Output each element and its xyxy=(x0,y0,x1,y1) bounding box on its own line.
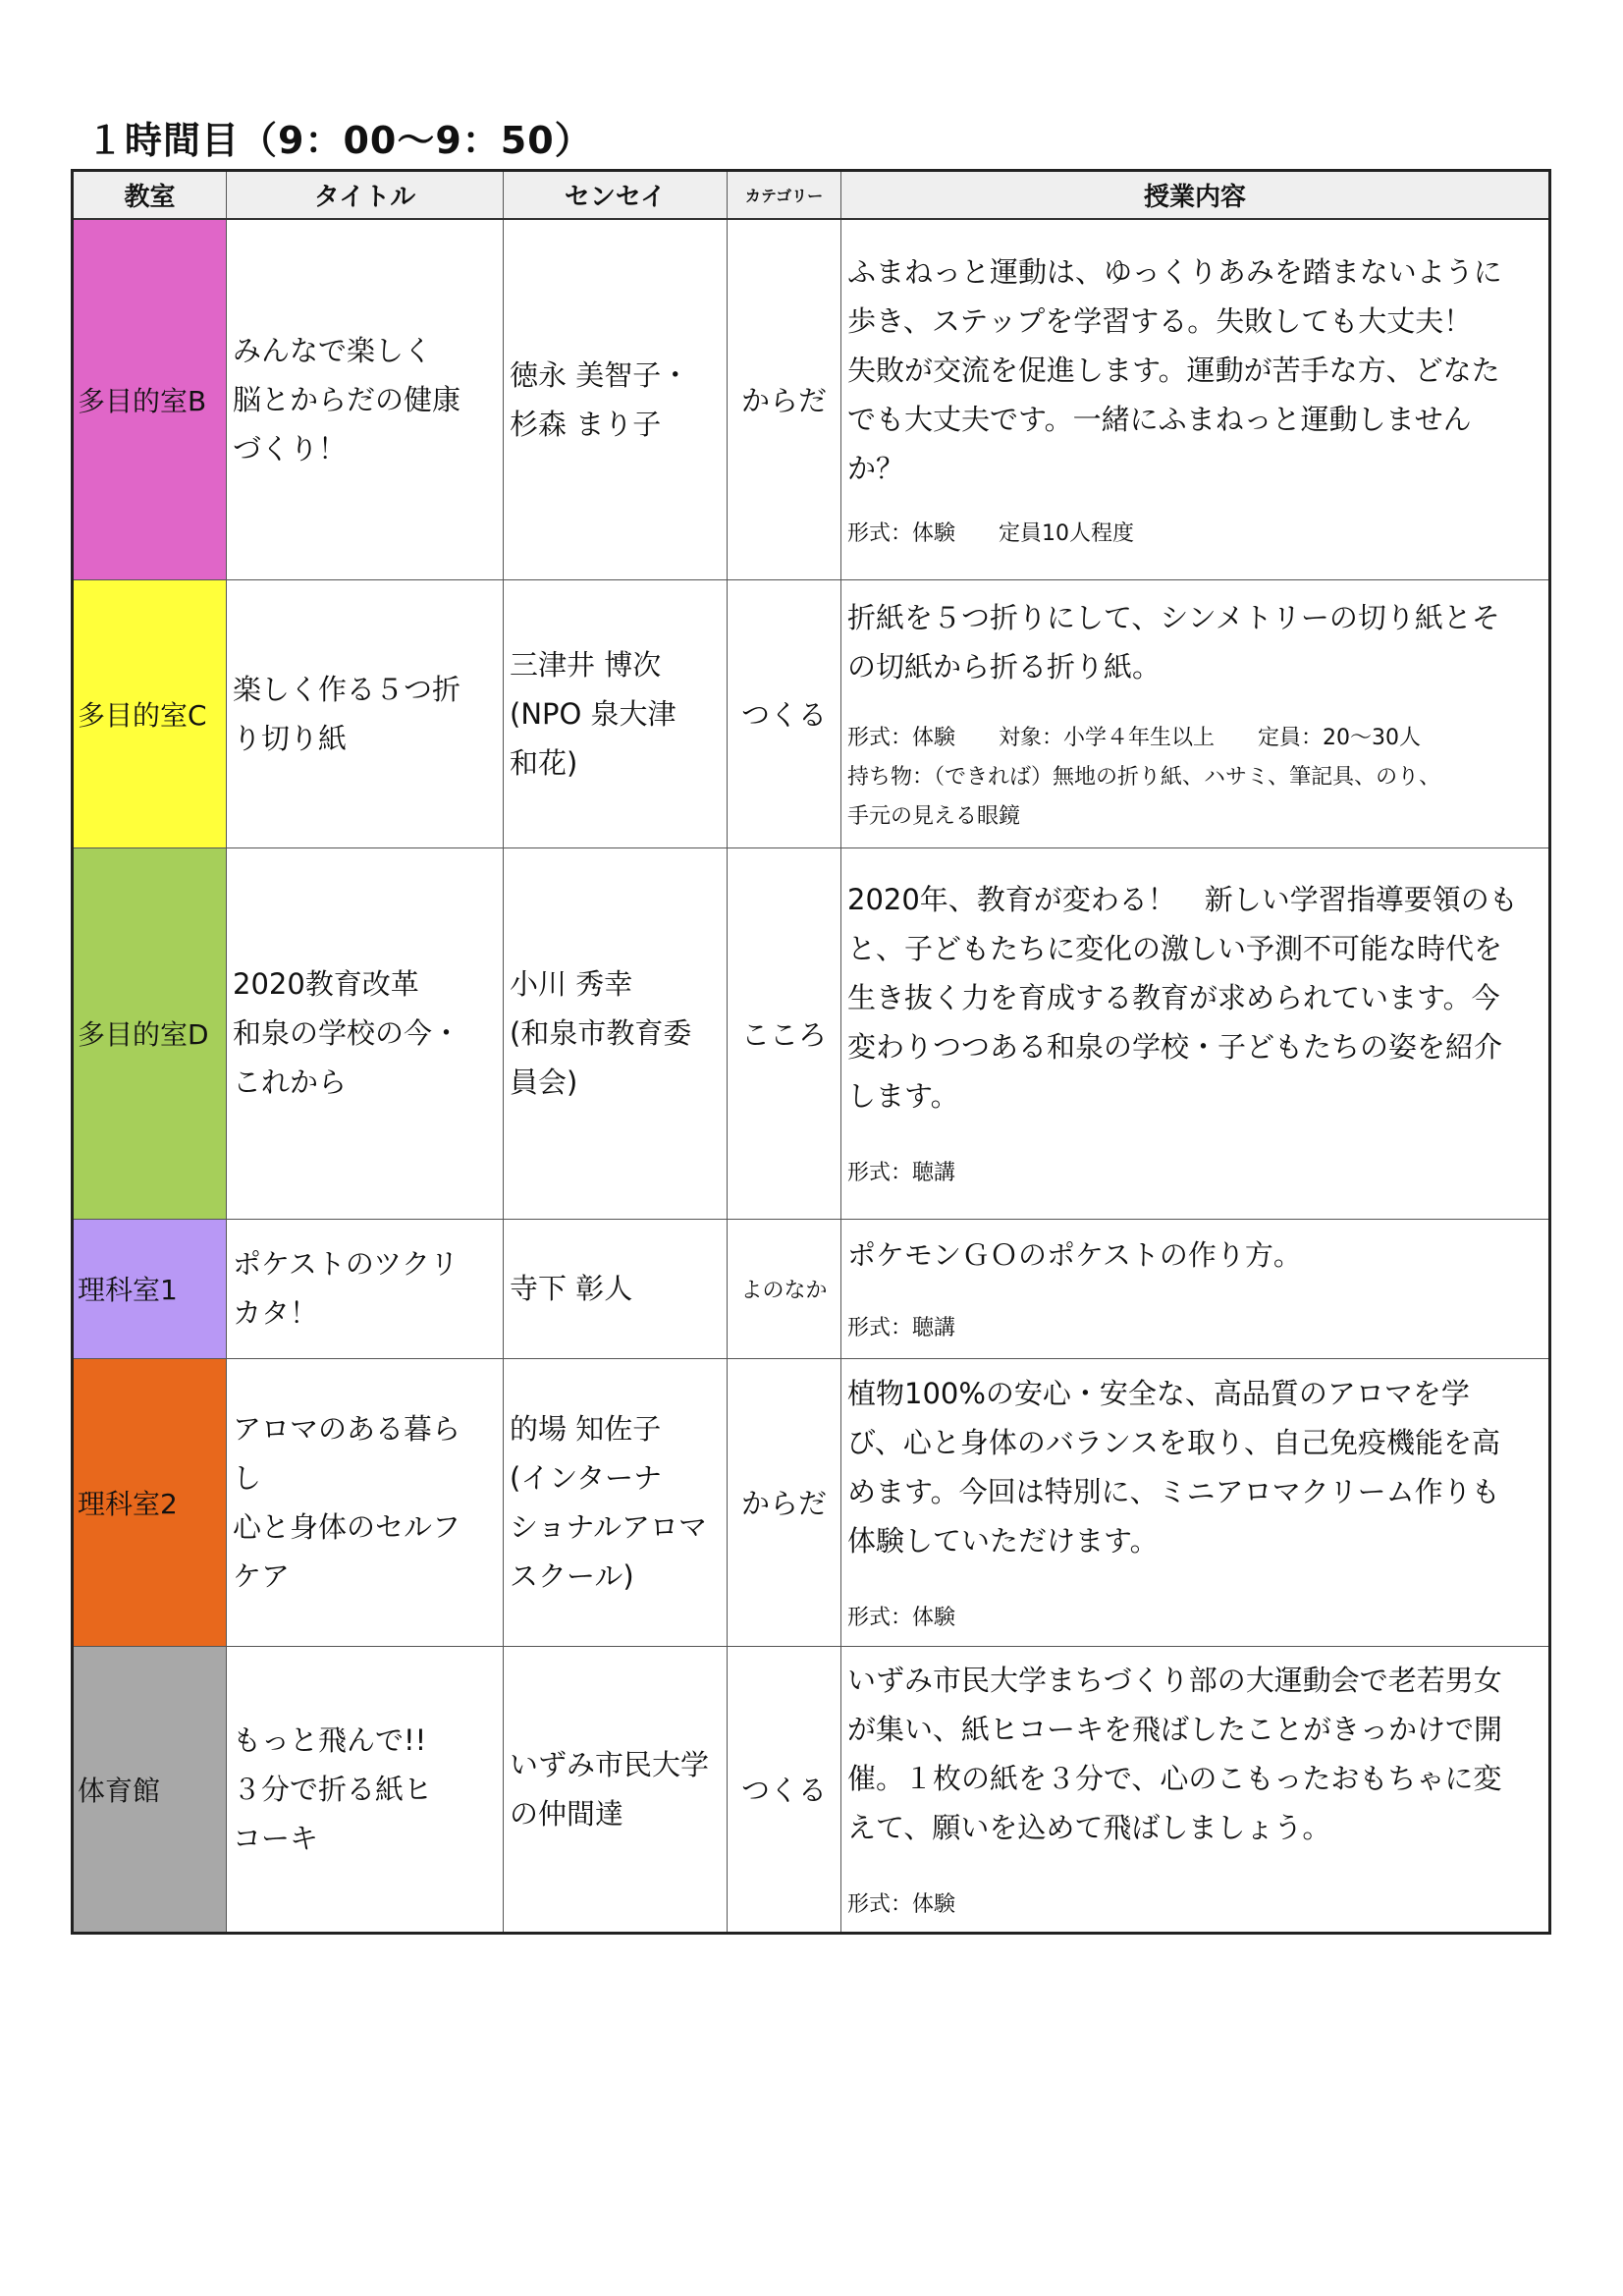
room-name: 多目的室D xyxy=(78,1018,209,1051)
teacher-line: 寺下 彰人 xyxy=(510,1272,633,1305)
header-teacher: センセイ xyxy=(504,171,728,220)
table-row xyxy=(73,1646,1550,1933)
teacher-line: 小川 秀幸 xyxy=(510,967,633,1001)
content-line: か？ xyxy=(847,451,905,485)
content-cell xyxy=(841,1219,1550,1358)
schedule-table xyxy=(71,169,1551,1935)
teacher-cell xyxy=(504,219,728,579)
header-row xyxy=(73,171,1550,220)
content-line: 変わりつつある和泉の学校・子どもたちの姿を紹介 xyxy=(847,1030,1503,1064)
title-line: 2020教育改革 xyxy=(233,967,419,1001)
title-line: ３分で折る紙ヒ xyxy=(233,1772,433,1806)
teacher-line: 和花) xyxy=(510,745,578,780)
teacher-line: の仲間達 xyxy=(510,1796,624,1831)
title-line: り切り紙 xyxy=(233,721,348,755)
room-cell xyxy=(73,1219,227,1358)
content-cell xyxy=(841,219,1550,579)
content-cell xyxy=(841,847,1550,1219)
teacher-line: いずみ市民大学 xyxy=(510,1747,710,1781)
category-cell: こころ xyxy=(728,847,841,1219)
room-name: 多目的室C xyxy=(78,698,207,732)
content-cell xyxy=(841,1646,1550,1933)
content-line: の切紙から折る折り紙。 xyxy=(847,649,1162,683)
title-line: コーキ xyxy=(233,1821,319,1855)
format-note: 持ち物：（できれば）無地の折り紙、ハサミ、筆記具、のり、 xyxy=(847,764,1441,790)
teacher-cell xyxy=(504,1219,728,1358)
category-cell: つくる xyxy=(728,1646,841,1933)
title-line: ケア xyxy=(233,1558,291,1593)
table-row xyxy=(73,579,1550,847)
title-line: 脳とからだの健康 xyxy=(233,382,461,416)
title-cell xyxy=(227,1219,504,1358)
content-line: 植物100%の安心・安全な、高品質のアロマを学 xyxy=(847,1376,1470,1410)
format-note: 形式：体験 xyxy=(847,1891,956,1917)
content-line: ふまねっと運動は、ゆっくりあみを踏まないように xyxy=(847,254,1502,289)
format-note: 形式：体験 対象：小学４年生以上 定員：20～30人 xyxy=(847,725,1421,750)
title-line: アロマのある暮ら xyxy=(233,1411,461,1446)
page-title: １時間目（9：00～9：50） xyxy=(86,119,593,162)
title-cell xyxy=(227,847,504,1219)
content-line: 歩き、ステップを学習する。失敗しても大丈夫！ xyxy=(847,303,1473,338)
content-line: めます。今回は特別に、ミニアロマクリーム作りも xyxy=(847,1474,1500,1508)
title-line: みんなで楽しく xyxy=(233,333,433,367)
table-row xyxy=(73,847,1550,1219)
category-cell: つくる xyxy=(728,579,841,847)
teacher-line: (和泉市教育委 xyxy=(510,1016,692,1050)
content-line: します。 xyxy=(847,1079,959,1113)
title-line: もっと飛んで!! xyxy=(233,1722,427,1757)
format-note: 形式：体験 定員10人程度 xyxy=(847,520,1134,546)
room-name: 理科室1 xyxy=(78,1274,178,1306)
teacher-line: 徳永 美智子・ xyxy=(510,357,690,392)
teacher-line: スクール) xyxy=(510,1558,634,1593)
format-note: 形式：聴講 xyxy=(847,1161,956,1185)
room-cell xyxy=(73,847,227,1219)
content-line: 失敗が交流を促進します。運動が苦手な方、どなた xyxy=(847,353,1500,387)
teacher-cell xyxy=(504,579,728,847)
room-cell xyxy=(73,579,227,847)
content-line: えて、願いを込めて飛ばしましょう。 xyxy=(847,1810,1331,1844)
table-row xyxy=(73,1358,1550,1646)
title-line: カタ！ xyxy=(233,1296,319,1330)
format-note: 形式：体験 xyxy=(847,1605,956,1630)
title-line: し xyxy=(233,1460,262,1495)
header-category: カテゴリー xyxy=(728,171,841,220)
teacher-cell xyxy=(504,847,728,1219)
content-line: 2020年、教育が変わる！ 新しい学習指導要領のも xyxy=(847,883,1518,916)
room-name: 体育館 xyxy=(78,1774,161,1807)
title-cell xyxy=(227,1646,504,1933)
title-line: 心と身体のセルフ xyxy=(233,1509,461,1544)
header-room: 教室 xyxy=(73,171,227,220)
title-line: ポケストのツクリ xyxy=(233,1247,459,1281)
title-line: づくり！ xyxy=(233,431,348,465)
format-note: 手元の見える眼鏡 xyxy=(847,803,1021,829)
content-line: 体験していただけます。 xyxy=(847,1523,1159,1558)
category-cell: からだ xyxy=(728,1358,841,1646)
content-line: でも大丈夫です。一緒にふまねっと運動しません xyxy=(847,402,1472,436)
content-cell xyxy=(841,579,1550,847)
content-cell xyxy=(841,1358,1550,1646)
content-line: 催。１枚の紙を３分で、心のこもったおもちゃに変 xyxy=(847,1761,1502,1795)
header-content: 授業内容 xyxy=(841,171,1550,220)
title-line: 和泉の学校の今・ xyxy=(233,1016,461,1050)
content-line: 生き抜く力を育成する教育が求められています。今 xyxy=(847,981,1500,1014)
category-cell: よのなか xyxy=(728,1219,841,1358)
room-cell xyxy=(73,1646,227,1933)
room-name: 多目的室B xyxy=(78,384,207,417)
content-line: ポケモンＧＯのポケストの作り方。 xyxy=(847,1238,1302,1272)
category-cell: からだ xyxy=(728,219,841,579)
content-line: 折紙を５つ折りにして、シンメトリーの切り紙とそ xyxy=(847,600,1500,634)
title-cell xyxy=(227,219,504,579)
table-row xyxy=(73,1219,1550,1358)
teacher-line: 員会) xyxy=(510,1066,578,1099)
teacher-line: 三津井 博次 xyxy=(510,647,662,682)
room-cell xyxy=(73,219,227,579)
header-title: タイトル xyxy=(227,171,504,220)
room-name: 理科室2 xyxy=(78,1487,178,1520)
teacher-line: 的場 知佐子 xyxy=(510,1411,662,1446)
content-line: び、心と身体のバランスを取り、自己免疫機能を高 xyxy=(847,1425,1500,1459)
content-line: と、子どもたちに変化の激しい予測不可能な時代を xyxy=(847,932,1503,965)
teacher-cell xyxy=(504,1646,728,1933)
teacher-line: ショナルアロマ xyxy=(510,1509,707,1544)
teacher-line: 杉森 まり子 xyxy=(510,407,662,441)
table-row xyxy=(73,219,1550,579)
room-cell xyxy=(73,1358,227,1646)
title-cell xyxy=(227,579,504,847)
teacher-cell xyxy=(504,1358,728,1646)
content-line: いずみ市民大学まちづくり部の大運動会で老若男女 xyxy=(847,1663,1502,1697)
title-line: 楽しく作る５つ折 xyxy=(233,672,461,706)
content-line: が集い、紙ヒコーキを飛ばしたことがきっかけで開 xyxy=(847,1712,1503,1746)
format-note: 形式：聴講 xyxy=(847,1316,956,1340)
title-cell xyxy=(227,1358,504,1646)
title-line: これから xyxy=(233,1066,348,1099)
teacher-line: (インターナ xyxy=(510,1460,663,1495)
teacher-line: (NPO 泉大津 xyxy=(510,696,676,731)
